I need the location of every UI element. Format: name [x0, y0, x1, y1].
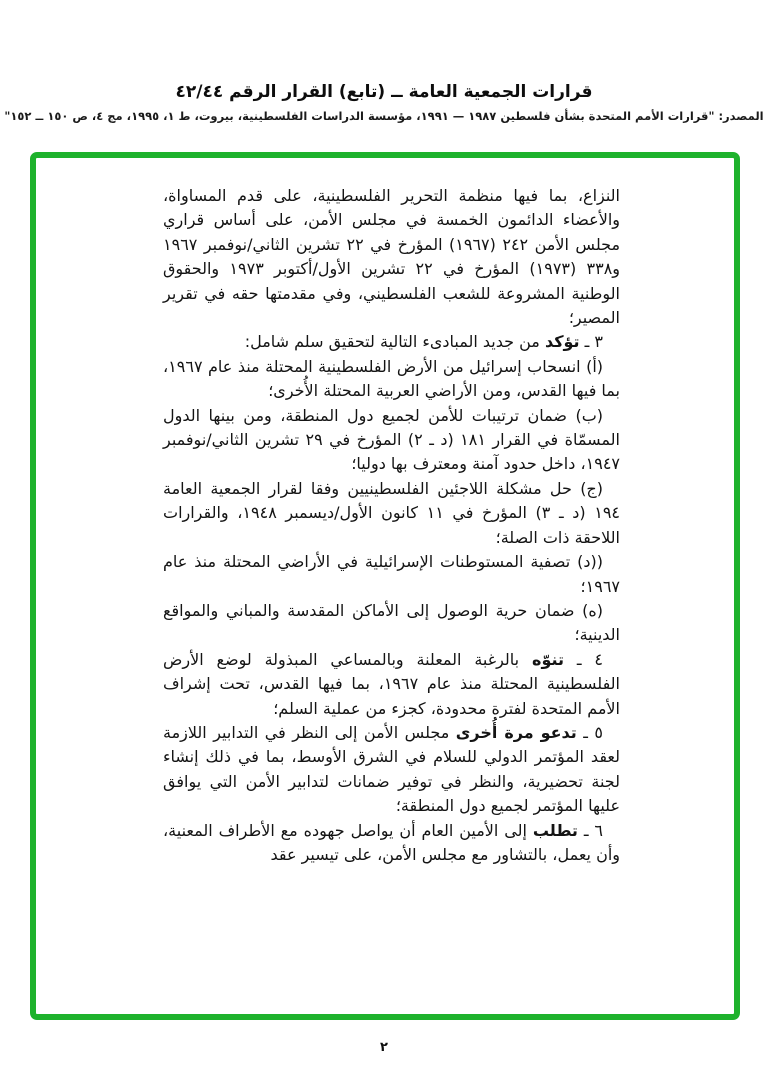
page-header	[0, 82, 768, 123]
paragraph-item-3	[163, 330, 620, 354]
paragraph-number: ٣ ـ	[579, 332, 603, 352]
paragraph-text: (ب) ضمان ترتيبات للأمن لجميع دول المنطقة، ومن بينها الدول المسمّاة في القرار ١٨١ (د ـ ٢) المؤرخ في ٢٩ تشرين الثاني/نوفمبر ١٩٤٧، داخل حدود آمنة ومعترف بها دوليا؛	[163, 405, 620, 474]
paragraph-item-3c	[163, 477, 620, 550]
document-body	[163, 184, 620, 867]
paragraph-text: النزاع، بما فيها منظمة التحرير الفلسطينية، على قدم المساواة، والأعضاء الدائمون الخمسة في مجلس الأمن، على أساس قراري مجلس الأمن ٢٤٢ (١٩٦٧) المؤرخ في ٢٢ تشرين الثاني/نوفمبر ١٩٦٧ و٣٣٨ (١٩٧٣) المؤرخ في ٢٢ تشرين الأول/أكتوبر ١٩٧٣ والحقوق الوطنية المشروعة للشعب الفلسطيني، وفي مقدمتها حقه في تقرير المصير؛	[163, 186, 621, 328]
paragraph-keyword: تنوّه	[532, 649, 565, 669]
paragraph-number: ٤ ـ	[564, 649, 604, 669]
paragraph-text: من جديد المبادىء التالية لتحقيق سلم شامل:	[244, 332, 545, 352]
paragraph-item-6	[163, 819, 620, 868]
paragraph-item-3a	[163, 355, 620, 404]
paragraph-text: (ه) ضمان حرية الوصول إلى الأماكن المقدسة والمباني والمواقع الدينية؛	[163, 600, 620, 645]
paragraph-item-3b	[163, 404, 620, 477]
paragraph-text: بالرغبة المعلنة وبالمساعي المبذولة لوضع الأرض الفلسطينية المحتلة منذ عام ١٩٦٧، بما فيها القدس، تحت إشراف الأمم المتحدة لفترة محدودة، كجزء من عملية السلم؛	[163, 649, 620, 718]
paragraph-item-3e	[163, 599, 620, 648]
page-number: ٢	[380, 1040, 388, 1055]
paragraph-number: ٦ ـ	[577, 820, 604, 840]
paragraph-keyword: تؤكد	[544, 332, 580, 352]
paragraph-text: إلى الأمين العام أن يواصل جهوده مع الأطراف المعنية، وأن يعمل، بالتشاور مع مجلس الأمن، على تيسير عقد	[163, 820, 620, 864]
paragraph-keyword: تدعو مرة أُخرى	[455, 722, 577, 742]
paragraph-text: (أ) انسحاب إسرائيل من الأرض الفلسطينية المحتلة منذ عام ١٩٦٧، بما فيها القدس، ومن الأراضي العربية المحتلة الأُخرى؛	[163, 356, 620, 401]
source-citation: المصدر: "قرارات الأمم المتحدة بشأن فلسطين ١٩٨٧ — ١٩٩١، مؤسسة الدراسات الفلسطينية، بيروت، ط ١، ١٩٩٥، مج ٤، ص ١٥٠ ــ ١٥٢"	[4, 109, 764, 123]
paragraph-item-5	[163, 721, 620, 819]
paragraph-text: ((د) تصفية المستوطنات الإسرائيلية في الأراضي المحتلة منذ عام ١٩٦٧؛	[163, 552, 620, 596]
paragraph-text: (ج) حل مشكلة اللاجئين الفلسطينيين وفقا لقرار الجمعية العامة ١٩٤ (د ـ ٣) المؤرخ في ١١ كانون الأول/ديسمبر ١٩٤٨، والقرارات اللاحقة ذات الصلة؛	[163, 478, 621, 547]
paragraph-item-4	[163, 648, 620, 721]
paragraph-text: مجلس الأمن إلى النظر في التدابير اللازمة لعقد المؤتمر الدولي للسلام في الشرق الأوسط، بما في ذلك إنشاء لجنة تحضيرية، والنظر في توفير ضمانات لتدابير الأمن التي يوافق عليها المؤتمر لجميع دول المنطقة؛	[163, 722, 620, 816]
paragraph-continuation	[163, 184, 620, 330]
paragraph-keyword: تطلب	[532, 820, 578, 840]
paragraph-item-3d	[163, 550, 620, 599]
page-title: قرارات الجمعية العامة ــ (تابع) القرار الرقم ٤٢/٤٤	[175, 82, 593, 102]
paragraph-number: ٥ ـ	[576, 722, 604, 742]
